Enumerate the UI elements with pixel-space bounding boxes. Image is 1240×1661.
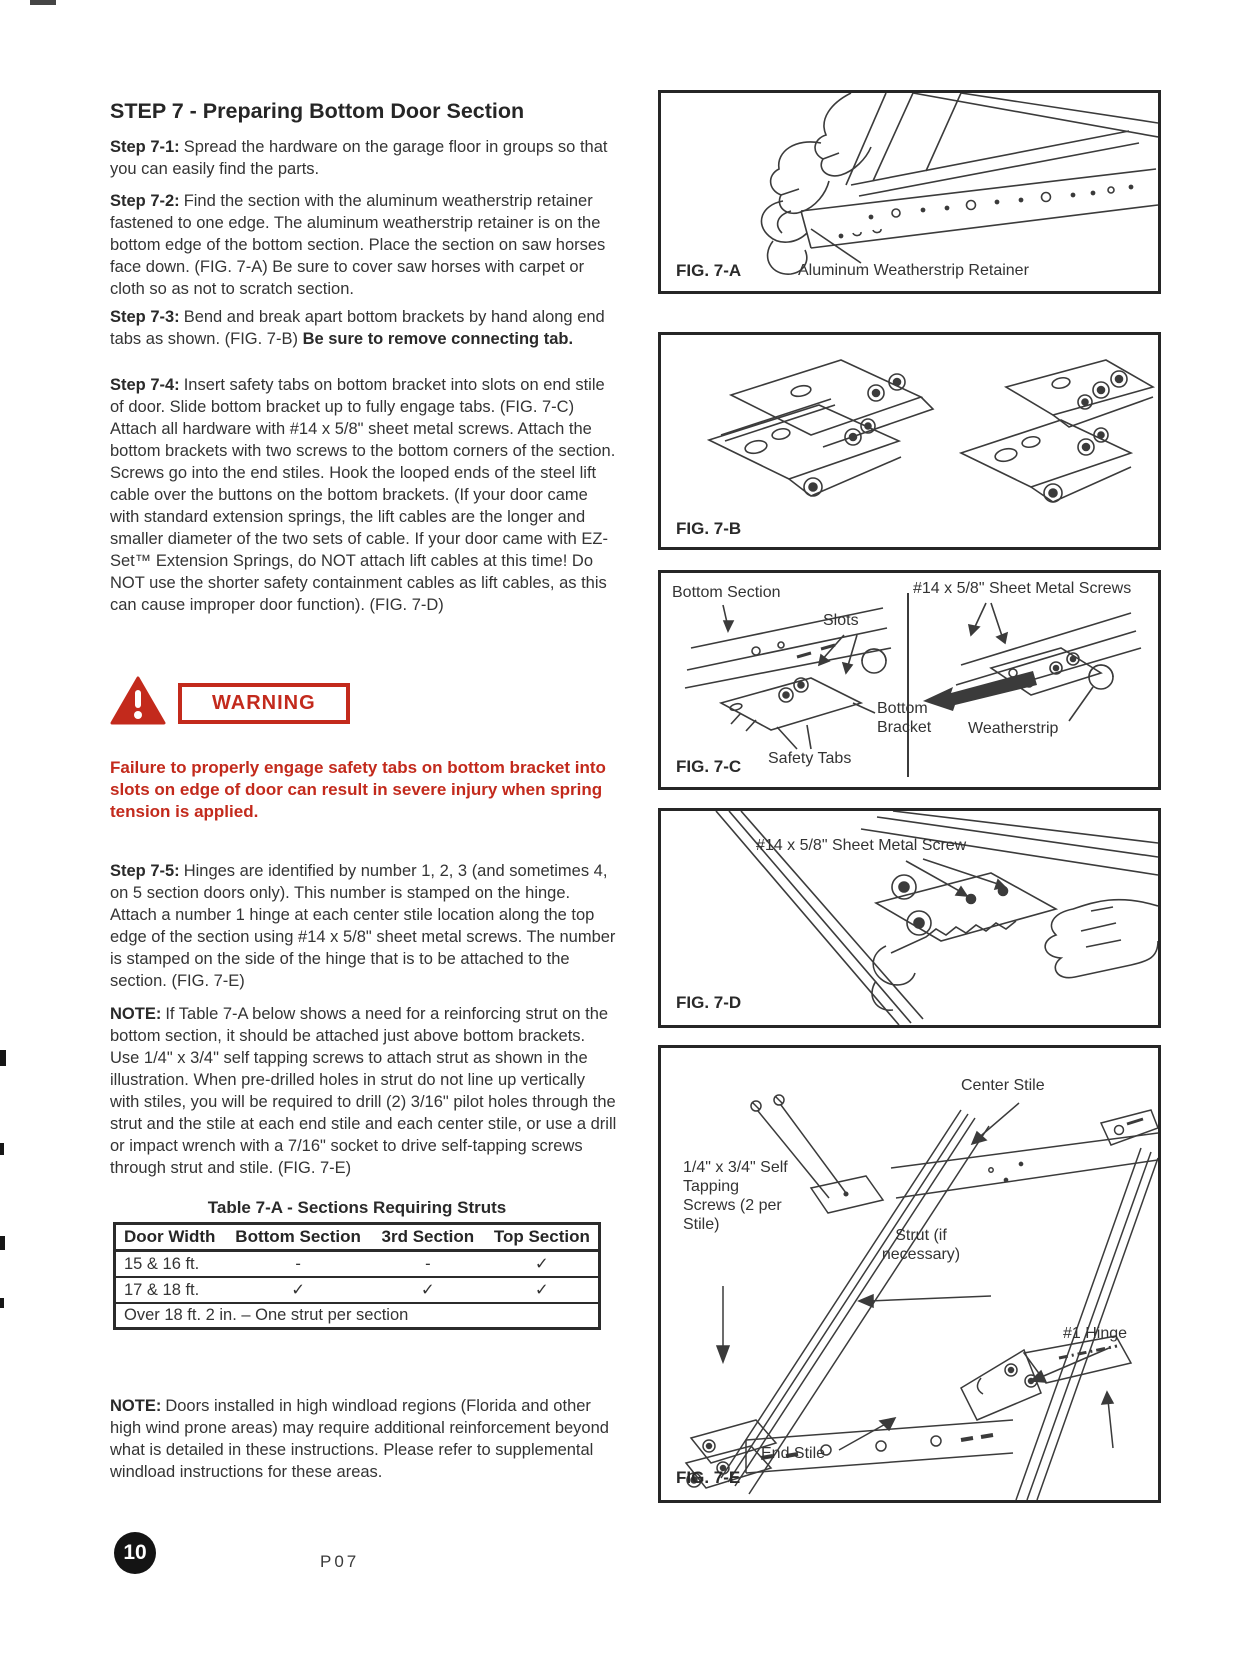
step-text: Hinges are identified by number 1, 2, 3 (and sometimes 4, on 5 section doors only). This number is stamped on the hinge. Attach a number 1 hinge at each center stile location along the top edge of the section using #14 x 5/8" sheet metal screws. The number is stamped on the side of the hinge that is to be attached to the section. (FIG. 7-E) [110,861,616,990]
label-center-stile: Center Stile [961,1077,1045,1094]
step-7-1-paragraph [110,136,618,180]
step-label: Step 7-2: [110,191,180,210]
note-label: NOTE: [110,1004,162,1023]
warning-triangle-icon [110,676,166,731]
step-label: Step 7-3: [110,307,180,326]
col-header-bottom-section: Bottom Section [226,1224,370,1251]
label-sheet-metal-screw: #14 x 5/8" Sheet Metal Screw [756,837,967,854]
step-bold-note: Be sure to remove connecting tab. [302,329,574,348]
label-number1-hinge: #1 Hinge [1063,1325,1128,1342]
cell-over-18ft: Over 18 ft. 2 in. – One strut per section [115,1303,600,1329]
label-sheet-metal-screws: #14 x 5/8" Sheet Metal Screws [913,580,1132,597]
step-7-2-paragraph [110,190,618,300]
step-text: Bend and break apart bottom brackets by hand along end tabs as shown. (FIG. 7-B) [110,307,605,348]
scan-mark [0,1050,6,1066]
warning-badge: WARNING [178,683,350,724]
step-label: Step 7-1: [110,137,180,156]
figure-7c-art [661,573,1158,787]
step-7-5-paragraph [110,860,618,992]
label-weatherstrip: Weatherstrip [968,720,1059,737]
scan-mark [0,1143,4,1155]
note-label: NOTE: [110,1396,162,1415]
cell-bottom-section: - [226,1251,370,1278]
label-bottom-section: Bottom Section [672,584,781,601]
col-header-3rd-section: 3rd Section [370,1224,486,1251]
note-text: Doors installed in high windload regions (Florida and other high wind prone areas) may require additional reinforcement beyond what is detailed in these instructions. Please refer to supplemental windload instructions for these areas. [110,1396,609,1481]
label-strut: Strut (if necessary) [881,1227,961,1263]
cell-3rd-section: - [370,1251,486,1278]
label-self-tapping-screws: 1/4" x 3/4" Self Tapping Screws (2 per Stile) [683,1159,788,1233]
table-footer-row [115,1303,600,1329]
col-header-door-width: Door Width [115,1224,227,1251]
scan-mark [0,1298,4,1308]
figure-7c [658,570,1161,790]
figure-7a-caption: FIG. 7-A [676,261,742,280]
figure-7d-caption: FIG. 7-D [676,993,742,1012]
step-text: Find the section with the aluminum weatherstrip retainer fastened to one edge. The aluminum weatherstrip retainer is on the bottom edge of the bottom section. Place the section on saw horses face down. (FIG. 7-A) Be sure to cover saw horses with carpet or cloth so as not to scratch section. [110,191,606,298]
scan-mark [30,0,56,5]
page-number-badge: 10 [114,1532,156,1574]
note-windload-paragraph [110,1395,618,1483]
table-title: Table 7-A - Sections Requiring Struts [207,1198,507,1217]
figure-7e [658,1045,1161,1503]
table-header-row [115,1224,600,1251]
step-label: Step 7-4: [110,375,180,394]
step-label: Step 7-5: [110,861,180,880]
label-end-stile: End Stile [761,1445,826,1462]
label-safety-tabs: Safety Tabs [768,750,852,767]
table-row [115,1251,600,1278]
page-code: P07 [320,1552,360,1571]
note-struts-paragraph [110,1003,618,1179]
label-aluminum-weatherstrip-retainer: Aluminum Weatherstrip Retainer [798,262,1029,279]
figure-7d [658,808,1161,1028]
scan-mark [0,1236,5,1250]
step-7-3-paragraph [110,306,618,350]
figure-7c-caption: FIG. 7-C [676,757,742,776]
struts-table [113,1222,601,1330]
page-title: STEP 7 - Preparing Bottom Door Section [110,99,525,124]
figure-7b-art [661,335,1158,547]
figure-7e-art [661,1048,1158,1500]
step-text: Spread the hardware on the garage floor in groups so that you can easily find the parts. [110,137,608,178]
cell-3rd-section: ✓ [370,1277,486,1303]
warning-header [110,676,350,731]
cell-door-width: 15 & 16 ft. [115,1251,227,1278]
note-text: If Table 7-A below shows a need for a reinforcing strut on the bottom section, it should be attached just above bottom brackets. Use 1/4" x 3/4" self tapping screws to attach strut as shown in the illustration. When pre-drilled holes in strut do not line up vertically with stiles, you will be required to drill (2) 3/16" pilot holes through the strut and the stile at each end stile and each center stile, or use a drill or impact wrench with a 7/16" socket to drive self-tapping screws through strut and stile. (FIG. 7-E) [110,1004,617,1177]
figure-7e-caption: FIG. 7-E [676,1468,741,1487]
label-bottom-bracket: Bottom Bracket [877,700,932,736]
figure-7b-caption: FIG. 7-B [676,519,742,538]
cell-bottom-section: ✓ [226,1277,370,1303]
label-slots: Slots [823,612,859,629]
step-text: Insert safety tabs on bottom bracket into slots on end stile of door. Slide bottom bracket up to fully engage tabs. (FIG. 7-C) Attach all hardware with #14 x 5/8" sheet metal screws. Attach the bottom brackets with two screws to the bottom corners of the section. Screws go into the end stiles. Hook the looped ends of the steel lift cable over the buttons on the bottom brackets. (If your door came with standard extension springs, the lift cables are the longer and smaller diameter of the two sets of cable. If your door came with EZ-Set™ Extension Springs, do NOT attach lift cables at this time! Do NOT use the shorter safety containment cables as lift cables, as this can cause improper door function). (FIG. 7-D) [110,375,616,614]
figure-7b [658,332,1161,550]
cell-top-section: ✓ [486,1277,600,1303]
cell-door-width: 17 & 18 ft. [115,1277,227,1303]
cell-top-section: ✓ [486,1251,600,1278]
col-header-top-section: Top Section [486,1224,600,1251]
warning-text: Failure to properly engage safety tabs on bottom bracket into slots on edge of door can result in severe injury when spring tension is applied. [110,758,606,821]
figure-7a [658,90,1161,294]
step-7-4-paragraph [110,374,618,616]
table-row [115,1277,600,1303]
